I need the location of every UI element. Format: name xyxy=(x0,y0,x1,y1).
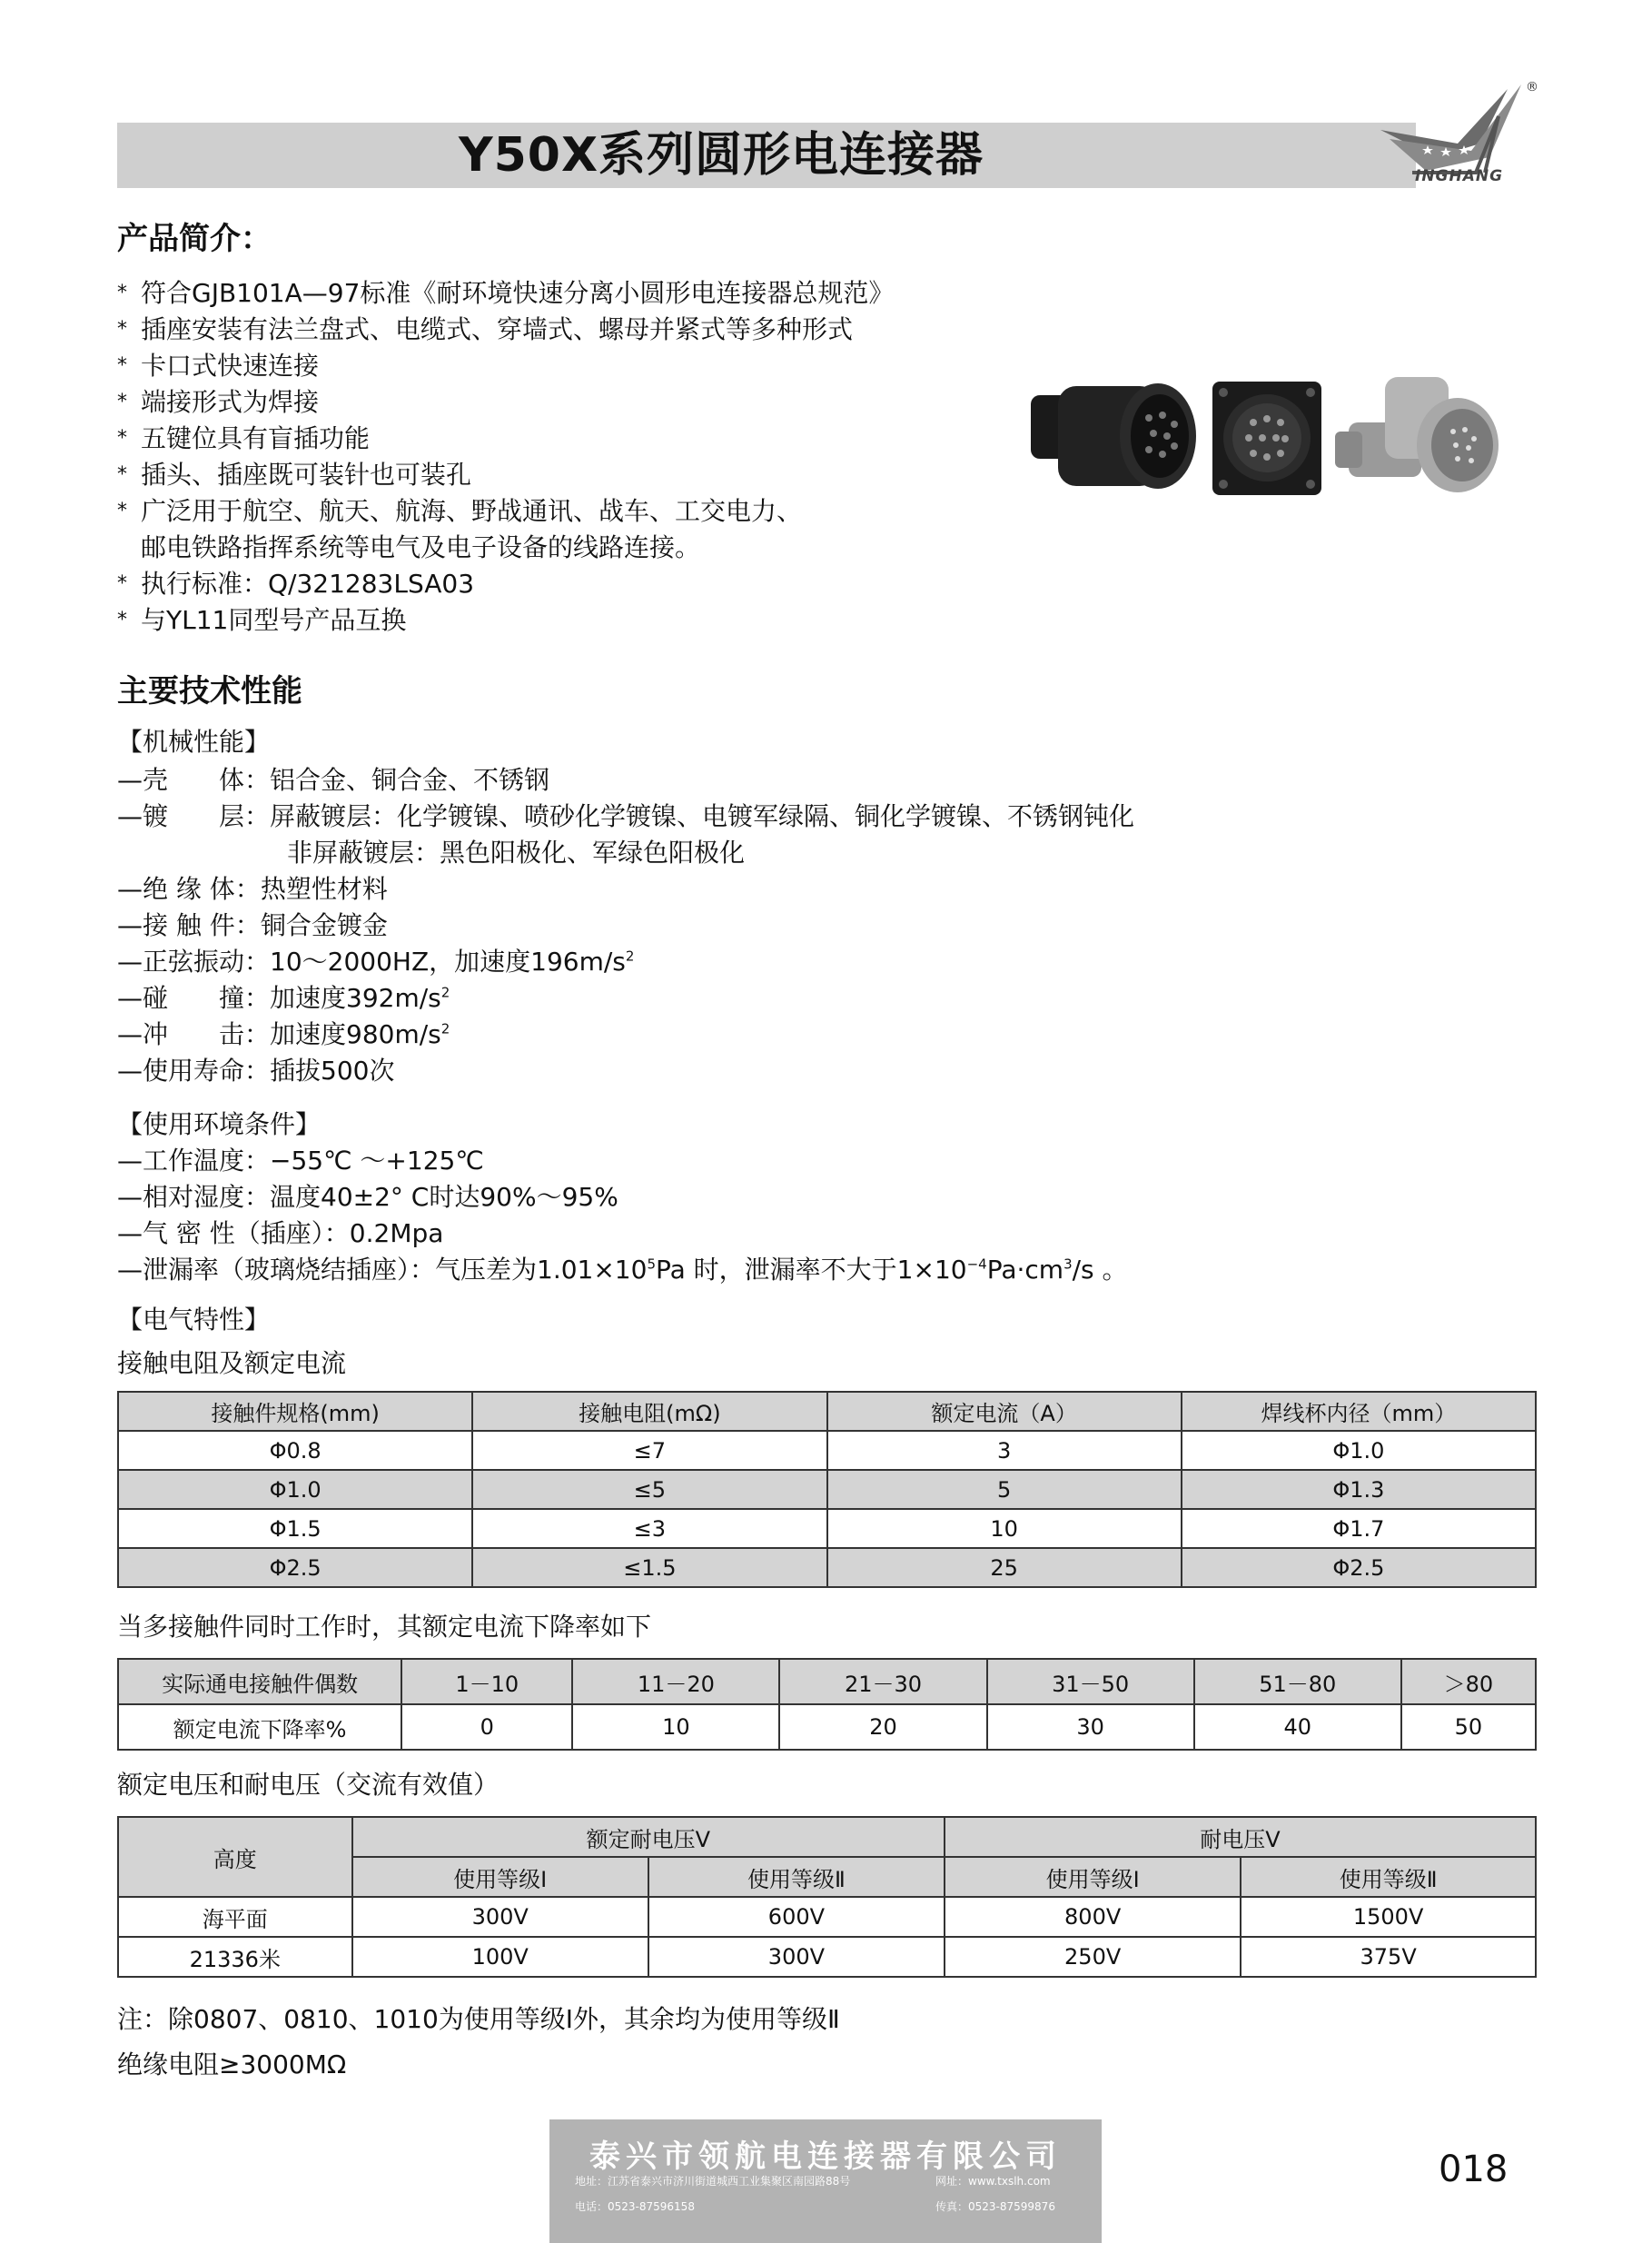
table-header-row xyxy=(118,1392,1536,1431)
env-item-leak xyxy=(117,1252,1128,1288)
spec-item xyxy=(117,908,1134,944)
table-cell: ≤7 xyxy=(472,1431,826,1470)
table-row xyxy=(118,1548,1536,1587)
table-cell: 1500V xyxy=(1241,1897,1536,1937)
bullet-text: 五键位具有盲插功能 xyxy=(141,423,371,453)
superscript: 5 xyxy=(647,1255,656,1273)
mechanical-heading: 【机械性能】 xyxy=(117,727,271,757)
spec-item xyxy=(117,1017,1134,1053)
spec-value: 屏蔽镀层：化学镀镍、喷砂化学镀镍、电镀军绿隔、铜化学镀镍、不锈钢钝化 xyxy=(270,801,1135,831)
table-header-cell: 焊线杯内径（mm） xyxy=(1182,1392,1536,1431)
table-header-cell: 使用等级Ⅰ xyxy=(352,1857,648,1897)
intro-bullet xyxy=(117,312,894,348)
table-cell: 50 xyxy=(1401,1704,1536,1750)
spec-item xyxy=(117,944,1134,980)
footer-company: 泰兴市领航电连接器有限公司 xyxy=(589,2139,1062,2175)
intro-bullet xyxy=(117,457,894,493)
superscript: −4 xyxy=(966,1255,987,1273)
table-header-cell: 耐电压V xyxy=(945,1817,1536,1857)
table-cell: ≤5 xyxy=(472,1470,826,1509)
spec-value: 10～2000HZ，加速度196m/s xyxy=(270,947,626,977)
table-cell: 3 xyxy=(827,1431,1182,1470)
table-cell: 10 xyxy=(827,1509,1182,1548)
intro-bullet-continuation xyxy=(117,530,894,566)
bullet-icon: * xyxy=(117,572,127,595)
spec-label: —绝 缘 体： xyxy=(117,874,261,904)
spec-label: —使用寿命： xyxy=(117,1056,271,1086)
bullet-icon: * xyxy=(117,391,127,413)
table-header-cell: 接触件规格(mm) xyxy=(118,1392,472,1431)
bullet-icon: * xyxy=(117,354,127,377)
table3-caption: 额定电压和耐电压（交流有效值） xyxy=(117,1770,500,1800)
table-header-cell: 1－10 xyxy=(401,1659,572,1704)
product-photo xyxy=(1022,359,1517,518)
table-cell: 30 xyxy=(987,1704,1194,1750)
table-header-cell: 31－50 xyxy=(987,1659,1194,1704)
table-cell: Φ2.5 xyxy=(1182,1548,1536,1587)
spec-item xyxy=(117,835,1134,871)
table-cell: Φ2.5 xyxy=(118,1548,472,1587)
table-row xyxy=(118,1897,1536,1937)
intro-bullet xyxy=(117,421,894,457)
table-cell: 600V xyxy=(648,1897,945,1937)
table-row xyxy=(118,1704,1536,1750)
bullet-text: 广泛用于航空、航天、航海、野战通讯、战车、工交电力、 xyxy=(141,496,803,526)
bullet-text: 符合GJB101A—97标准《耐环境快速分离小圆形电连接器总规范》 xyxy=(141,278,895,308)
superscript: 2 xyxy=(440,984,450,1001)
table-cell: 40 xyxy=(1194,1704,1401,1750)
intro-bullet xyxy=(117,384,894,421)
table-cell: 25 xyxy=(827,1548,1182,1587)
insulation-text: 绝缘电阻≥3000MΩ xyxy=(117,2049,347,2079)
table-cell: 800V xyxy=(945,1897,1241,1937)
footer-phone: 电话：0523-87596158 xyxy=(575,2200,695,2213)
bullet-icon: * xyxy=(117,318,127,341)
spec-label: —碰 撞： xyxy=(117,983,271,1013)
spec-value: 加速度392m/s xyxy=(270,983,441,1013)
leak-text: /s 。 xyxy=(1072,1255,1128,1285)
env-item: —气 密 性（插座）：0.2Mpa xyxy=(117,1218,444,1248)
table-header-cell: 额定电流（A） xyxy=(827,1392,1182,1431)
spec-value: 铜合金镀金 xyxy=(260,910,388,940)
spec-item xyxy=(117,980,1134,1017)
table-header-cell: 11－20 xyxy=(572,1659,779,1704)
superscript: 2 xyxy=(440,1020,450,1037)
table-cell: ≤1.5 xyxy=(472,1548,826,1587)
footer-fax: 传真：0523-87599876 xyxy=(935,2200,1055,2213)
spec-label: —正弦振动： xyxy=(117,947,271,977)
environment-heading: 【使用环境条件】 xyxy=(117,1109,321,1139)
intro-bullet-list xyxy=(117,275,894,639)
table-row xyxy=(118,1431,1536,1470)
environment-list xyxy=(117,1143,1128,1288)
leak-text: —泄漏率（玻璃烧结插座）：气压差为1.01×10 xyxy=(117,1255,648,1285)
spec-label: —冲 击： xyxy=(117,1019,271,1049)
bullet-text: 邮电铁路指挥系统等电气及电子设备的线路连接。 xyxy=(141,532,701,562)
spec-item xyxy=(117,1053,1134,1089)
footer-website: 网址：www.txslh.com xyxy=(935,2175,1051,2188)
intro-bullet xyxy=(117,493,894,530)
spec-item xyxy=(117,871,1134,908)
table-row xyxy=(118,1937,1536,1977)
registered-mark: ® xyxy=(1526,80,1538,94)
note-text: 注：除0807、0810、1010为使用等级Ⅰ外，其余均为使用等级Ⅱ xyxy=(117,2004,840,2034)
table-cell: 375V xyxy=(1241,1937,1536,1977)
table-cell: 10 xyxy=(572,1704,779,1750)
table-header-cell: 使用等级Ⅱ xyxy=(1241,1857,1536,1897)
bullet-icon: * xyxy=(117,500,127,522)
bullet-text: 端接形式为焊接 xyxy=(141,387,320,417)
intro-heading: 产品简介： xyxy=(117,221,272,257)
bullet-icon: * xyxy=(117,463,127,486)
intro-bullet xyxy=(117,348,894,384)
table-row xyxy=(118,1470,1536,1509)
electrical-heading: 【电气特性】 xyxy=(117,1305,271,1335)
mechanical-list xyxy=(117,762,1134,1089)
connector-image-icon xyxy=(1022,359,1517,518)
table-cell: 额定电流下降率% xyxy=(118,1704,401,1750)
table-header-cell: 接触电阻(mΩ) xyxy=(472,1392,826,1431)
table-cell: Φ1.7 xyxy=(1182,1509,1536,1548)
leak-text: Pa 时，泄漏率不大于1×10 xyxy=(655,1255,967,1285)
bullet-text: 插座安装有法兰盘式、电缆式、穿墙式、螺母并紧式等多种形式 xyxy=(141,314,854,344)
table-row xyxy=(118,1659,1536,1704)
bullet-text: 与YL11同型号产品互换 xyxy=(141,605,407,635)
table-cell: 300V xyxy=(648,1937,945,1977)
table-header-cell: 实际通电接触件偶数 xyxy=(118,1659,401,1704)
table-cell: 21336米 xyxy=(118,1937,352,1977)
table-cell: Φ1.0 xyxy=(118,1470,472,1509)
table-cell: 0 xyxy=(401,1704,572,1750)
footer-address: 地址：江苏省泰兴市济川街道城西工业集聚区南园路88号 xyxy=(575,2175,851,2188)
table-cell: Φ0.8 xyxy=(118,1431,472,1470)
specs-heading: 主要技术性能 xyxy=(117,673,302,710)
table-header-cell: 21－30 xyxy=(779,1659,986,1704)
table-header-row xyxy=(118,1817,1536,1857)
spec-value: 热塑性材料 xyxy=(260,874,388,904)
page-number: 018 xyxy=(1439,2149,1509,2190)
bullet-icon: * xyxy=(117,282,127,304)
table-cell: Φ1.0 xyxy=(1182,1431,1536,1470)
spec-value: 插拔500次 xyxy=(270,1056,395,1086)
leak-text: Pa·cm xyxy=(986,1255,1064,1285)
contact-resistance-table xyxy=(117,1391,1537,1588)
spec-value: 铝合金、铜合金、不锈钢 xyxy=(270,765,550,795)
env-item: —相对湿度：温度40±2° C时达90%～95% xyxy=(117,1182,618,1212)
table-header-cell: 51－80 xyxy=(1194,1659,1401,1704)
table-header-cell: 额定耐电压V xyxy=(352,1817,945,1857)
table-header-cell: 使用等级Ⅱ xyxy=(648,1857,945,1897)
env-item: —工作温度：−55℃ ～+125℃ xyxy=(117,1146,484,1176)
spec-label: —壳 体： xyxy=(117,765,271,795)
table-cell: 海平面 xyxy=(118,1897,352,1937)
table-row xyxy=(118,1509,1536,1548)
table-header-cell: 高度 xyxy=(118,1817,352,1897)
bullet-icon: * xyxy=(117,427,127,450)
spec-item xyxy=(117,799,1134,835)
table-cell: Φ1.3 xyxy=(1182,1470,1536,1509)
current-derating-table xyxy=(117,1658,1537,1751)
spec-value: 加速度980m/s xyxy=(270,1019,441,1049)
bullet-text: 插头、插座既可装针也可装孔 xyxy=(141,460,472,490)
bullet-icon: * xyxy=(117,609,127,631)
intro-bullet xyxy=(117,566,894,602)
page-title: Y50X系列圆形电连接器 xyxy=(458,128,984,183)
table-cell: ≤3 xyxy=(472,1509,826,1548)
table-cell: 250V xyxy=(945,1937,1241,1977)
table-header-cell: 使用等级Ⅰ xyxy=(945,1857,1241,1897)
intro-bullet xyxy=(117,602,894,639)
spec-item xyxy=(117,762,1134,799)
table-cell: 300V xyxy=(352,1897,648,1937)
spec-label: —镀 层： xyxy=(117,801,271,831)
table-cell: Φ1.5 xyxy=(118,1509,472,1548)
bullet-text: 执行标准：Q/321283LSA03 xyxy=(141,569,475,599)
company-logo xyxy=(1371,80,1548,194)
voltage-table xyxy=(117,1816,1537,1978)
intro-bullet xyxy=(117,275,894,312)
bullet-text: 卡口式快速连接 xyxy=(141,351,320,381)
logo-text: INGHANG xyxy=(1415,167,1504,185)
spec-label: —接 触 件： xyxy=(117,910,261,940)
table2-caption: 当多接触件同时工作时，其额定电流下降率如下 xyxy=(117,1612,652,1642)
table-cell: 100V xyxy=(352,1937,648,1977)
spec-value: 非屏蔽镀层：黑色阳极化、军绿色阳极化 xyxy=(287,838,746,868)
table-cell: 20 xyxy=(779,1704,986,1750)
table1-caption: 接触电阻及额定电流 xyxy=(117,1348,347,1378)
table-cell: 5 xyxy=(827,1470,1182,1509)
superscript: 3 xyxy=(1063,1255,1073,1273)
table-header-cell: ＞80 xyxy=(1401,1659,1536,1704)
superscript: 2 xyxy=(625,948,635,965)
